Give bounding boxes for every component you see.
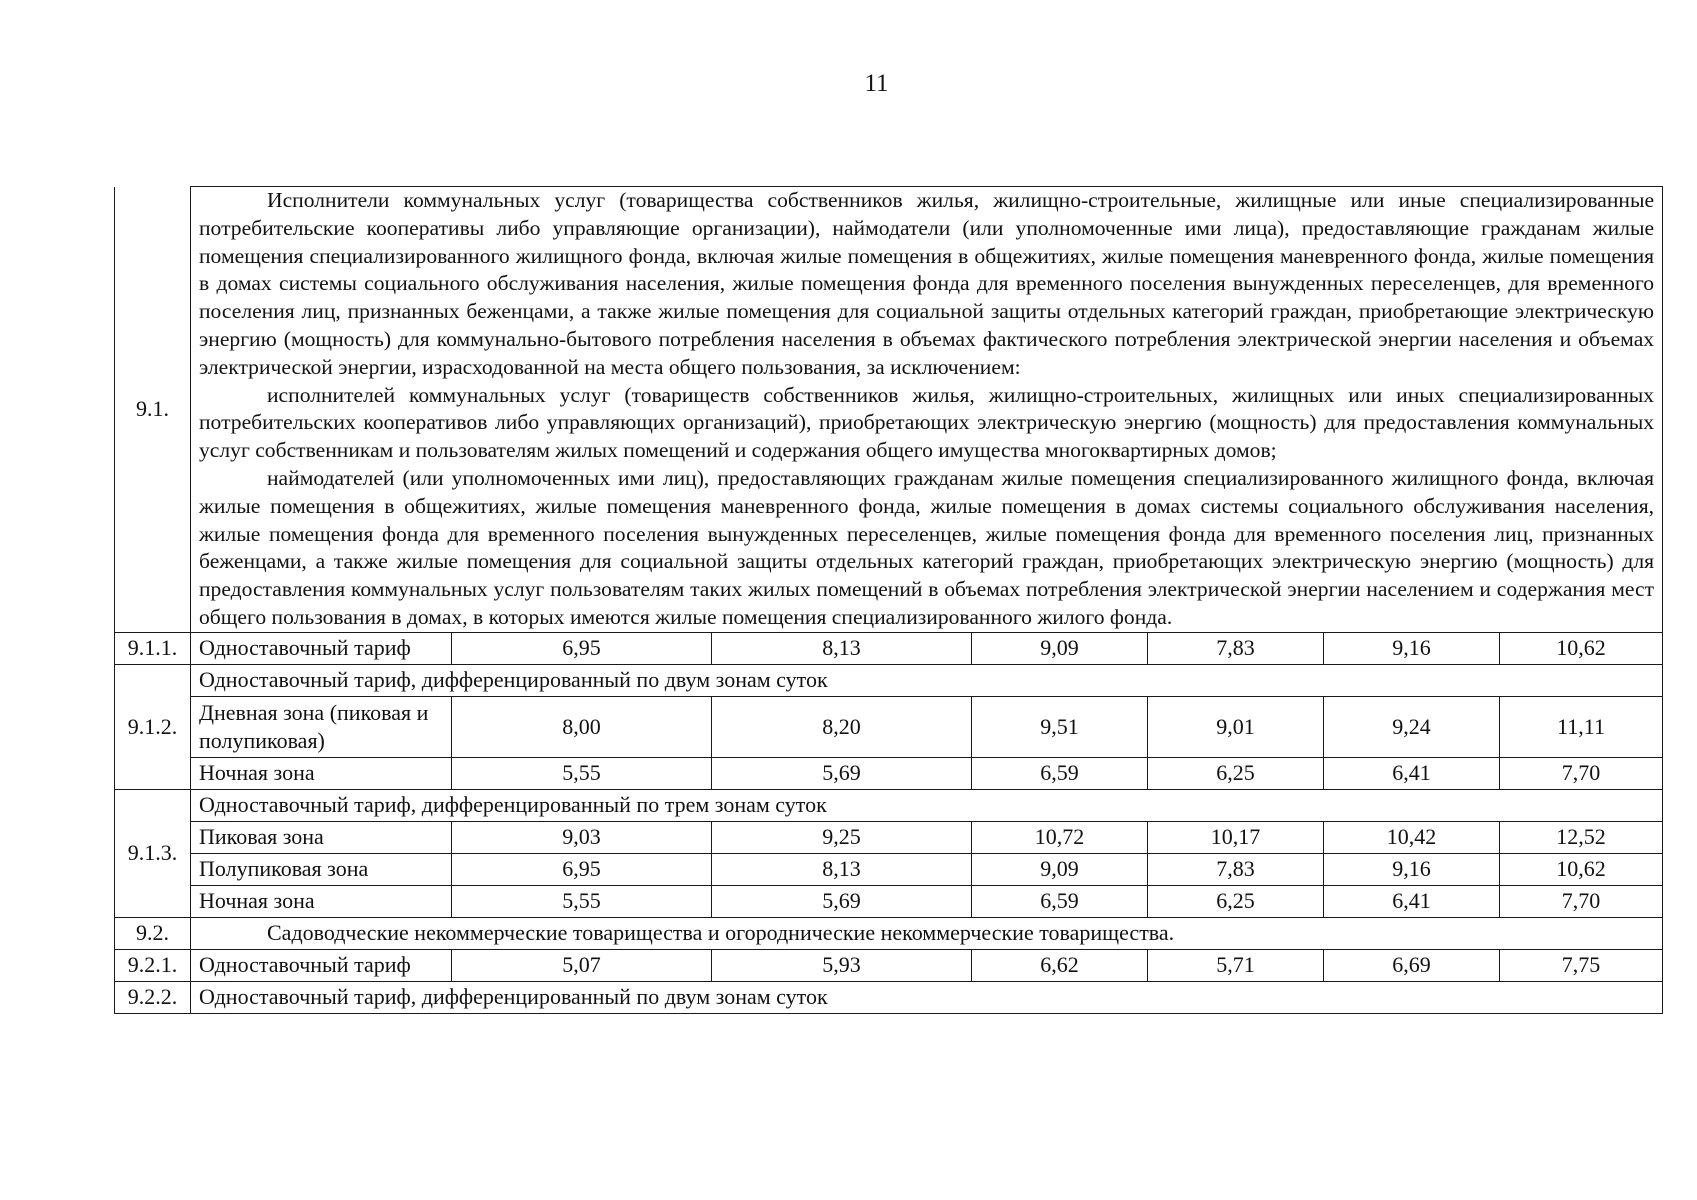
row-label: Ночная зона — [191, 885, 452, 917]
row-heading: Одноставочный тариф, дифференцированный по двум зонам суток — [191, 664, 1663, 696]
section-description — [191, 187, 1663, 633]
table-cell: 5,69 — [712, 757, 972, 789]
paragraph: исполнителей коммунальных услуг (товариществ собственников жилья, жилищно-строительных, жилищных или иных специализированных потребительских кооперативов либо управляющих организаций), приобретающих электрическую энергию (мощность) для предоставления коммунальных услуг собственникам и пользователям жилых помещений и содержания общего имущества многоквартирных домов; — [199, 382, 1655, 463]
tariff-table — [114, 186, 1663, 1014]
row-number: 9.1.3. — [115, 789, 191, 917]
table-row — [115, 632, 1663, 664]
table-row — [115, 696, 1663, 757]
page-number: 11 — [864, 70, 889, 97]
table-cell: 6,62 — [972, 949, 1148, 981]
table-cell: 6,95 — [452, 632, 712, 664]
table-cell: 6,25 — [1148, 885, 1324, 917]
table-cell: 10,72 — [972, 821, 1148, 853]
table-row — [115, 187, 1663, 633]
row-label: Одноставочный тариф — [191, 632, 452, 664]
table-cell: 6,59 — [972, 885, 1148, 917]
table-cell: 10,17 — [1148, 821, 1324, 853]
row-label: Пиковая зона — [191, 821, 452, 853]
row-number: 9.1. — [115, 187, 191, 633]
table-row — [115, 789, 1663, 821]
table-cell: 7,75 — [1500, 949, 1663, 981]
table-cell: 9,25 — [712, 821, 972, 853]
table-cell: 12,52 — [1500, 821, 1663, 853]
table-cell: 6,25 — [1148, 757, 1324, 789]
table-cell: 8,13 — [712, 632, 972, 664]
table-cell: 11,11 — [1500, 696, 1663, 757]
row-number: 9.1.1. — [115, 632, 191, 664]
table-cell: 10,62 — [1500, 853, 1663, 885]
table-cell: 6,95 — [452, 853, 712, 885]
table-cell: 6,41 — [1324, 757, 1500, 789]
table-cell: 10,42 — [1324, 821, 1500, 853]
table-cell: 10,62 — [1500, 632, 1663, 664]
table-cell: 6,69 — [1324, 949, 1500, 981]
table-cell: 5,55 — [452, 757, 712, 789]
table-row — [115, 917, 1663, 949]
table-cell: 5,55 — [452, 885, 712, 917]
row-number: 9.2.2. — [115, 981, 191, 1013]
paragraph: наймодателей (или уполномоченных ими лиц), предоставляющих гражданам жилые помещения специализированного жилищного фонда, включая жилые помещения в общежитиях, жилые помещения маневренного фонда, жилые помещения в домах системы социального обслуживания населения, жилые помещения фонда для временного поселения вынужденных переселенцев, жилые помещения фонда для временного поселения лиц, признанных беженцами, а также жилые помещения для социальной защиты отдельных категорий граждан, приобретающих электрическую энергию (мощность) для предоставления коммунальных услуг пользователям таких жилых помещений в объемах потребления электрической энергии населением и содержания мест общего пользования в домах, в которых имеются жилые помещения специализированного жилого фонда. — [199, 465, 1655, 629]
row-label: Дневная зона (пиковая и полупиковая) — [191, 696, 452, 757]
table-cell: 9,24 — [1324, 696, 1500, 757]
table-row — [115, 853, 1663, 885]
row-heading: Одноставочный тариф, дифференцированный по двум зонам суток — [191, 981, 1663, 1013]
table-cell: 9,01 — [1148, 696, 1324, 757]
table-cell: 9,16 — [1324, 853, 1500, 885]
table-cell: 8,20 — [712, 696, 972, 757]
table-row — [115, 664, 1663, 696]
table-cell: 5,71 — [1148, 949, 1324, 981]
table-cell: 5,93 — [712, 949, 972, 981]
table-row — [115, 757, 1663, 789]
table-row — [115, 885, 1663, 917]
row-label: Одноставочный тариф — [191, 949, 452, 981]
row-label: Ночная зона — [191, 757, 452, 789]
table-cell: 7,70 — [1500, 757, 1663, 789]
table-cell: 7,83 — [1148, 853, 1324, 885]
table-row — [115, 981, 1663, 1013]
table-cell: 5,07 — [452, 949, 712, 981]
table-cell: 9,03 — [452, 821, 712, 853]
row-number: 9.1.2. — [115, 664, 191, 789]
paragraph: Исполнители коммунальных услуг (товарищества собственников жилья, жилищно-строительные, жилищные или иные специализированные потребительские кооперативы либо управляющие организации), наймодатели (или уполномоченные ими лица), предоставляющие гражданам жилые помещения специализированного жилищного фонда, включая жилые помещения в общежитиях, жилые помещения маневренного фонда, жилые помещения в домах системы социального обслуживания населения, жилые помещения фонда для временного поселения вынужденных переселенцев, для временного поселения лиц, признанных беженцами, а также жилые помещения для социальной защиты отдельных категорий граждан, приобретающие электрическую энергию (мощность) для коммунально-бытового потребления населения в объемах фактического потребления электрической энергии населения и объемах электрической энергии, израсходованной на места общего пользования, за исключением: — [199, 188, 1655, 379]
row-label: Полупиковая зона — [191, 853, 452, 885]
table-cell: 8,00 — [452, 696, 712, 757]
table-cell: 6,59 — [972, 757, 1148, 789]
section-heading: Садоводческие некоммерческие товарищества и огороднические некоммерческие товарищества. — [191, 917, 1663, 949]
table-row — [115, 821, 1663, 853]
table-cell: 9,09 — [972, 853, 1148, 885]
row-number: 9.2. — [115, 917, 191, 949]
row-heading: Одноставочный тариф, дифференцированный по трем зонам суток — [191, 789, 1663, 821]
table-cell: 7,70 — [1500, 885, 1663, 917]
table-cell: 9,09 — [972, 632, 1148, 664]
table-cell: 5,69 — [712, 885, 972, 917]
row-number: 9.2.1. — [115, 949, 191, 981]
table-row — [115, 949, 1663, 981]
table-cell: 7,83 — [1148, 632, 1324, 664]
table-cell: 8,13 — [712, 853, 972, 885]
table-cell: 6,41 — [1324, 885, 1500, 917]
table-cell: 9,16 — [1324, 632, 1500, 664]
table-cell: 9,51 — [972, 696, 1148, 757]
